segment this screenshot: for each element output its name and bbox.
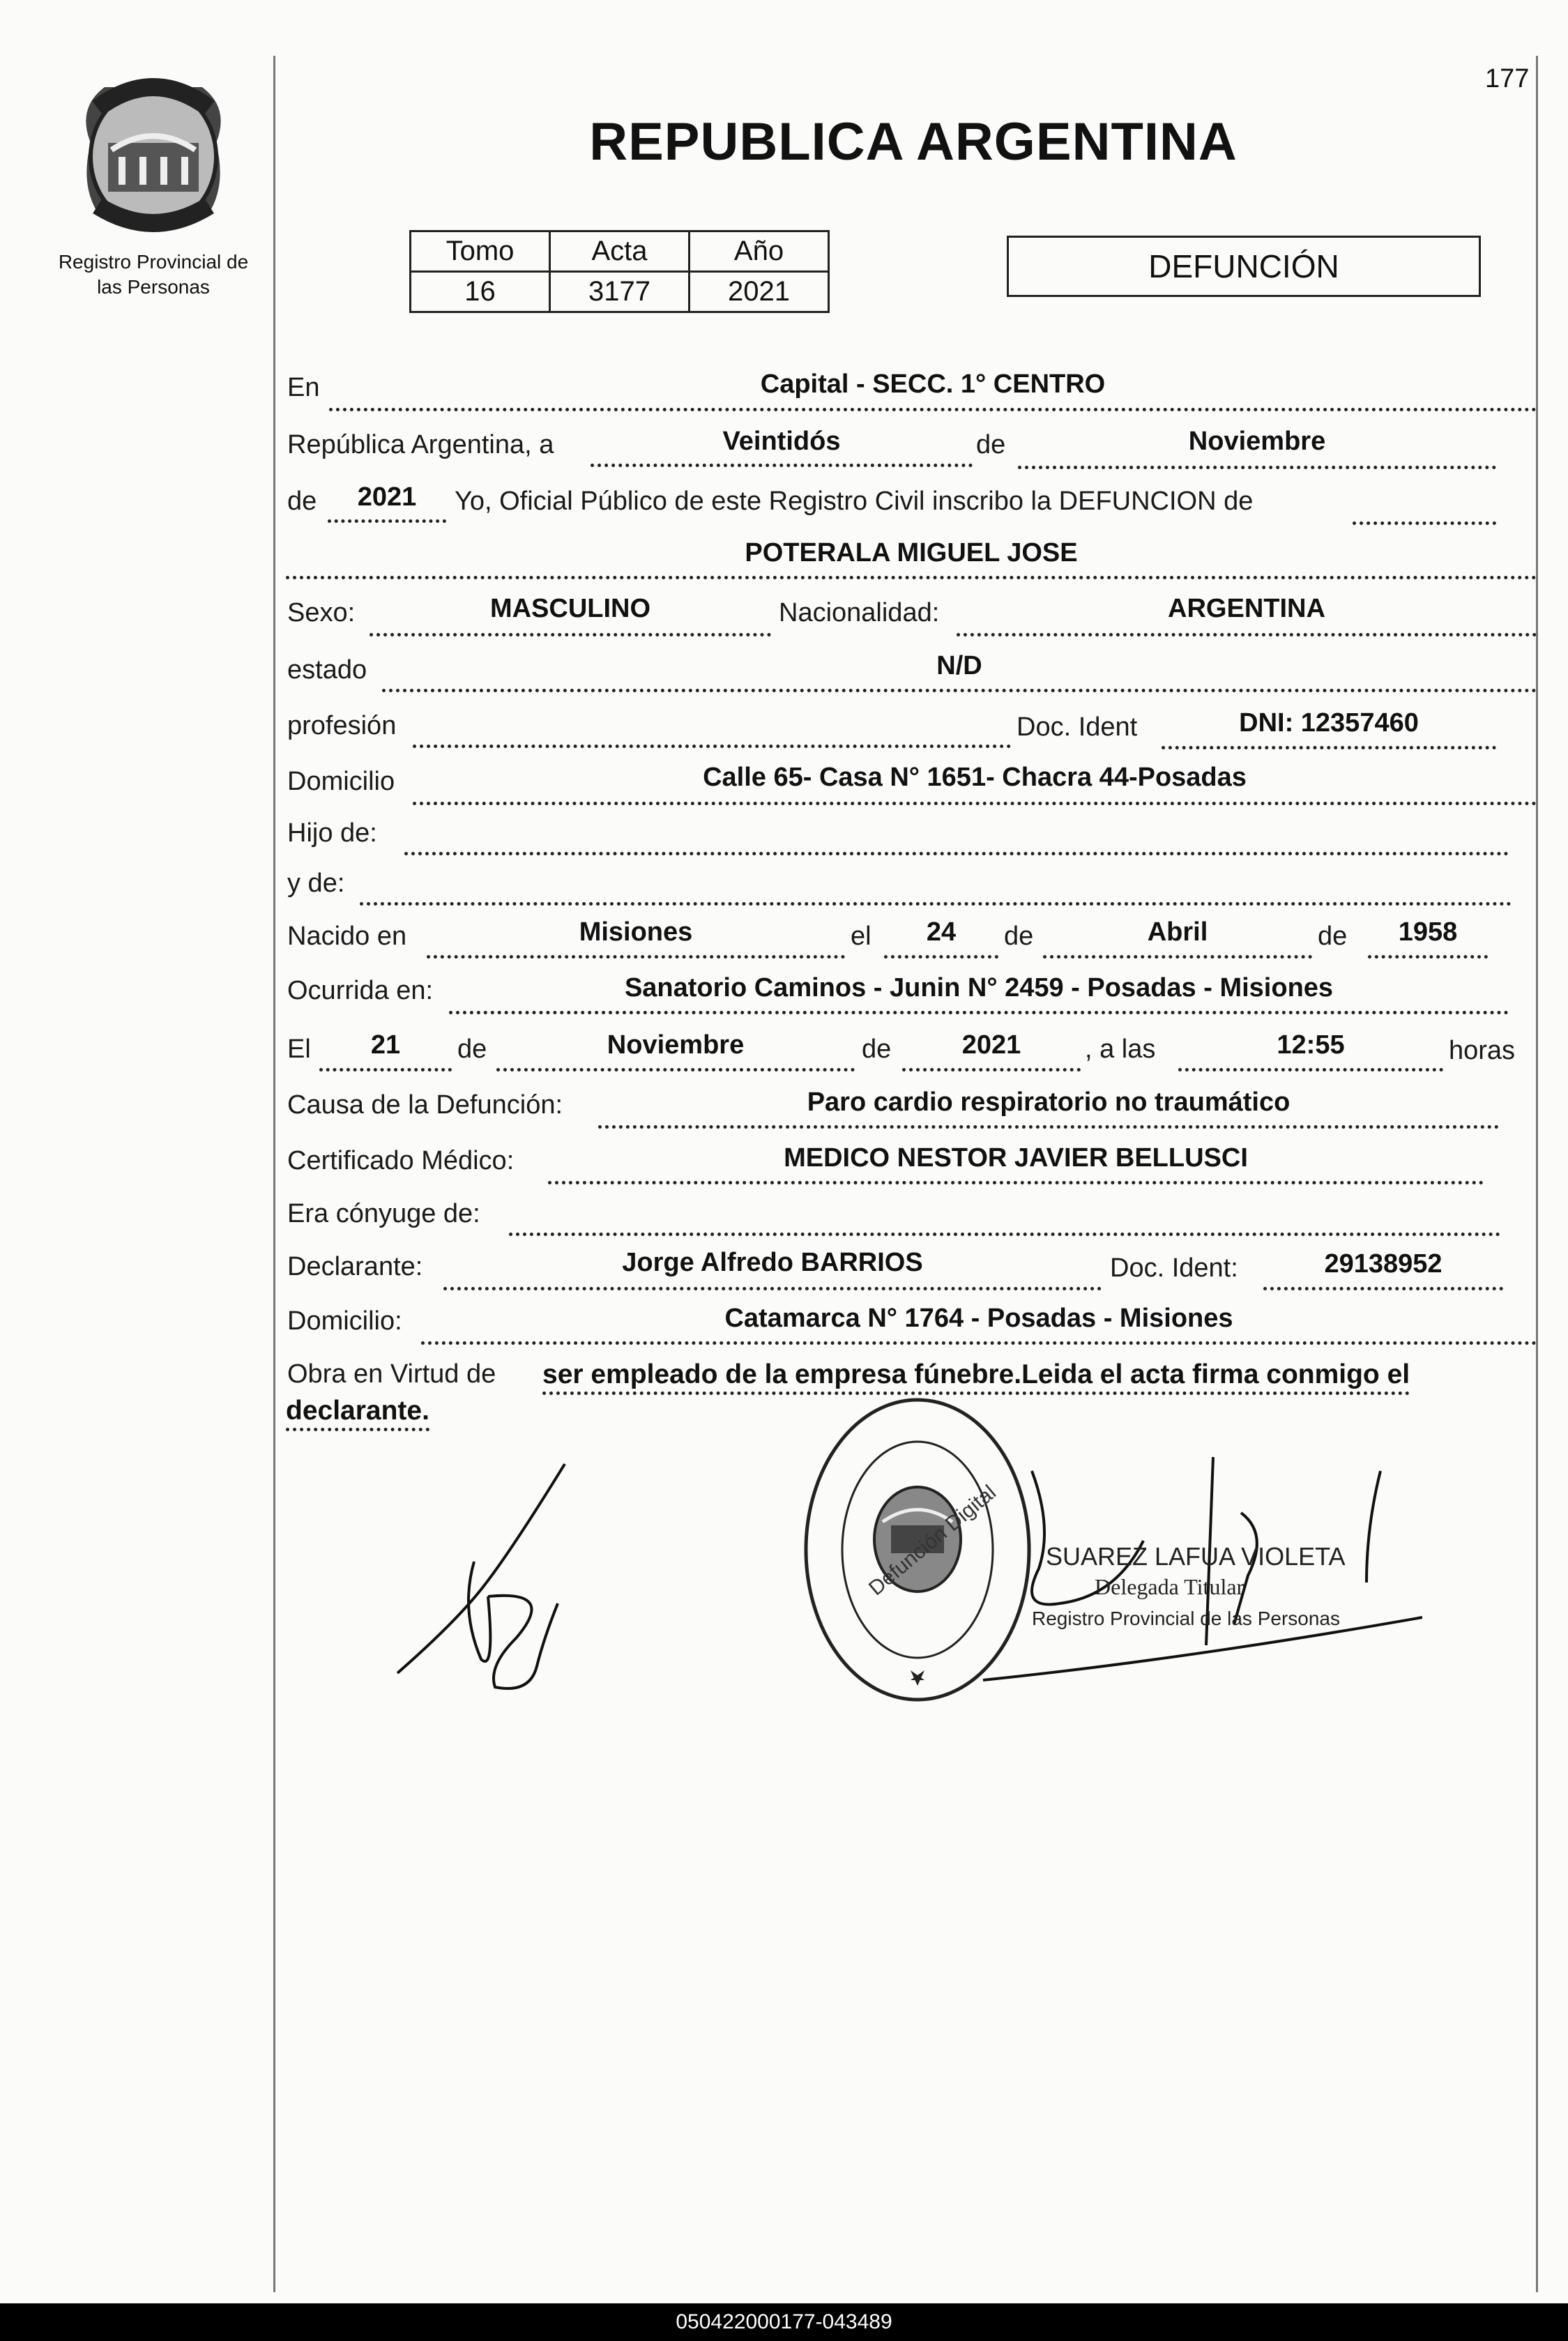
- label-doc-ident-declarante: Doc. Ident:: [1110, 1253, 1238, 1283]
- label-declarante: Declarante:: [287, 1252, 423, 1281]
- registry-line2: las Personas: [97, 276, 210, 298]
- dotline-mes: [1018, 466, 1496, 469]
- label-de-nac-mes: de: [1004, 922, 1034, 951]
- value-def-dia: 21: [370, 1030, 401, 1060]
- value-def-anio: 2021: [961, 1030, 1021, 1060]
- value-sexo: MASCULINO: [489, 594, 651, 623]
- official-role: Delegada Titular: [1095, 1574, 1244, 1599]
- value-dni: DNI: 12357460: [1239, 708, 1419, 738]
- label-domicilio: Domicilio: [287, 767, 395, 796]
- dotline-dia: [591, 464, 973, 467]
- label-estado: estado: [287, 655, 367, 685]
- dotline-profesion: [413, 745, 1011, 748]
- value-domicilio: Calle 65- Casa N° 1651- Chacra 44-Posadas: [703, 763, 1247, 792]
- dotline-nacionalidad: [957, 633, 1537, 636]
- label-el: el: [851, 922, 871, 951]
- left-margin-line: [273, 56, 275, 2292]
- label-certificado: Certificado Médico:: [287, 1146, 515, 1175]
- dotline-nombre: [286, 576, 1537, 579]
- dotline-domicilio: [413, 802, 1537, 805]
- label-de-anio: de: [287, 487, 317, 516]
- stamp-inner-text: Defunción Digital: [865, 1481, 1000, 1601]
- table-value-anio: 2021: [690, 272, 829, 312]
- label-nacido-en: Nacido en: [287, 922, 407, 951]
- table-header-acta: Acta: [550, 231, 690, 272]
- dotline-nac-dia: [884, 955, 998, 959]
- label-de-nac-anio: de: [1318, 922, 1348, 951]
- label-profesion: profesión: [287, 711, 397, 740]
- dotline-causa: [598, 1125, 1499, 1129]
- table-value-tomo: 16: [411, 272, 550, 312]
- label-a-las: , a las: [1085, 1035, 1156, 1064]
- label-de-def-anio: de: [862, 1035, 892, 1064]
- value-nombre: POTERALA MIGUEL JOSE: [745, 538, 1078, 567]
- label-obra: Obra en Virtud de: [287, 1359, 496, 1389]
- label-nacionalidad: Nacionalidad:: [779, 598, 940, 627]
- table-header-anio: Año: [690, 231, 829, 272]
- value-declarante: Jorge Alfredo BARRIOS: [622, 1248, 923, 1277]
- label-ocurrida-en: Ocurrida en:: [287, 976, 434, 1005]
- label-domicilio-declarante: Domicilio:: [287, 1306, 402, 1336]
- registry-line1: Registro Provincial de: [58, 251, 249, 273]
- value-nacionalidad: ARGENTINA: [1168, 594, 1325, 623]
- dotline-dni: [1162, 746, 1496, 749]
- page-title: REPUBLICA ARGENTINA: [589, 112, 1238, 171]
- table-header-tomo: Tomo: [411, 231, 550, 272]
- value-mes: Noviembre: [1188, 427, 1326, 456]
- value-declarante-doc: 29138952: [1324, 1249, 1443, 1279]
- provincial-seal-emblem: [70, 66, 237, 241]
- label-el-def: El: [287, 1035, 311, 1064]
- declarant-signature: [390, 1457, 572, 1708]
- label-de-def-mes: de: [457, 1035, 487, 1064]
- label-yo-oficial: Yo, Oficial Público de este Registro Civil inscribo la DEFUNCION de: [455, 487, 1254, 516]
- dotline-sexo: [370, 633, 771, 636]
- dotline-def-hora: [1178, 1068, 1443, 1072]
- value-dia-texto: Veintidós: [722, 427, 841, 456]
- dotline-estado: [382, 689, 1537, 692]
- dotline-ocurrida-en: [449, 1011, 1509, 1014]
- record-table: [409, 230, 830, 313]
- value-declarante-domicilio: Catamarca N° 1764 - Posadas - Misiones: [724, 1304, 1233, 1333]
- label-republica: República Argentina, a: [287, 430, 554, 459]
- official-office: Registro Provincial de las Personas: [1032, 1608, 1340, 1629]
- official-name: SUAREZ LAFUA VIOLETA: [1046, 1542, 1346, 1571]
- value-causa: Paro cardio respiratorio no traumático: [807, 1088, 1291, 1117]
- value-nac-dia: 24: [926, 917, 957, 947]
- label-y-de: y de:: [287, 869, 345, 898]
- dotline-certificado: [548, 1181, 1484, 1184]
- value-nac-mes: Abril: [1147, 917, 1208, 947]
- value-nac-anio: 1958: [1398, 917, 1458, 947]
- dotline-declarante: [443, 1287, 1102, 1290]
- dotline-nac-anio: [1368, 955, 1488, 959]
- value-anio: 2021: [357, 482, 417, 512]
- dotline-hijo-de: [404, 852, 1509, 855]
- label-causa: Causa de la Defunción:: [287, 1090, 563, 1120]
- label-conyuge: Era cónyuge de:: [287, 1199, 480, 1228]
- table-value-acta: 3177: [550, 272, 690, 312]
- dotline-declarante-domicilio: [421, 1341, 1537, 1345]
- dotline-y-de: [360, 902, 1512, 906]
- record-type-box: DEFUNCIÓN: [1007, 236, 1481, 297]
- dotline-def-dia: [319, 1068, 452, 1072]
- value-estado: N/D: [936, 651, 982, 680]
- label-horas: horas: [1449, 1036, 1516, 1065]
- dotline-declarante-doc: [1263, 1287, 1503, 1290]
- dotline-def-anio: [902, 1068, 1081, 1072]
- page-number: 177: [1485, 64, 1530, 93]
- value-lugar: Capital - SECC. 1° CENTRO: [760, 369, 1106, 399]
- value-nacido-en: Misiones: [579, 917, 693, 947]
- dotline-lugar: [329, 408, 1537, 411]
- label-en: En: [287, 373, 320, 402]
- value-certificado: MEDICO NESTOR JAVIER BELLUSCI: [784, 1143, 1248, 1173]
- dotline-nacido-en: [427, 955, 845, 959]
- dotline-nac-mes: [1043, 955, 1312, 959]
- dotline-anio: [328, 519, 446, 523]
- value-ocurrida-en: Sanatorio Caminos - Junin N° 2459 - Posadas - Misiones: [624, 973, 1334, 1002]
- label-de-mes: de: [976, 430, 1006, 459]
- value-obra-line1: ser empleado de la empresa fúnebre.Leida el acta firma conmigo el: [542, 1359, 1410, 1395]
- value-def-hora: 12:55: [1277, 1030, 1345, 1060]
- dotline-def-mes: [496, 1068, 855, 1072]
- label-sexo: Sexo:: [287, 598, 356, 627]
- label-doc-ident: Doc. Ident: [1017, 712, 1138, 742]
- value-obra-line2: declarante.: [286, 1396, 429, 1431]
- label-hijo-de: Hijo de:: [287, 818, 377, 848]
- value-def-mes: Noviembre: [607, 1030, 745, 1060]
- dotline-defuncion-de: [1353, 521, 1496, 525]
- dotline-conyuge: [509, 1233, 1500, 1236]
- footer-code: 050422000177-043489: [0, 2303, 1568, 2341]
